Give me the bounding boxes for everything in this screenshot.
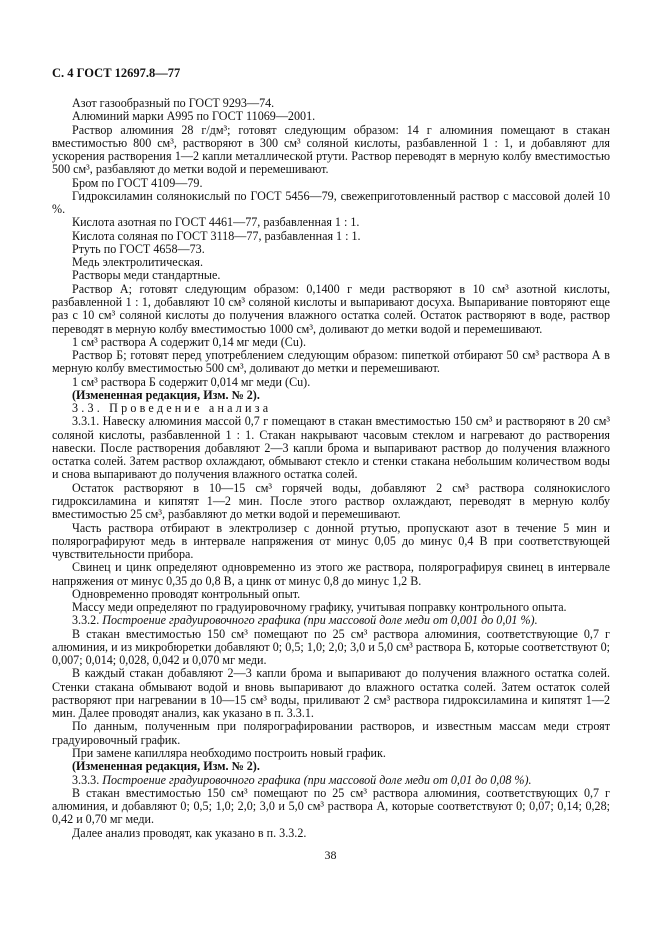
paragraph: В стакан вместимостью 150 см³ помещают по 25 см³ раствора алюминия, соответствующих 0,7 г алюминия, и добавляют 0; 0,5; 1,0; 2,0; 3,0 и 5,0 см³ раствора А, которые соответствуют 0; 0,07; 0,14; 0,28; 0,42 и 0,70 мг меди. (52, 785, 610, 827)
paragraph: При замене капилляра необходимо построить новый график. (72, 746, 386, 761)
section-heading: 3.3. Проведение анализа (72, 401, 272, 416)
paragraph: Кислота азотная по ГОСТ 4461—77, разбавленная 1 : 1. (72, 215, 360, 230)
amendment-note: (Измененная редакция, Изм. № 2). (72, 387, 260, 402)
paragraph: В стакан вместимостью 150 см³ помещают по 25 см³ раствора алюминия, соответствующие 0,7 г алюминия, и из микробюретки добавляют 0; 0,5; 1,0; 2,0; 3,0 и 5,0 см³ раствора Б, которые соответствуют 0; 0,007; 0,014; 0,028, 0,042 и 0,070 мг меди. (52, 626, 610, 668)
document-body (52, 97, 610, 840)
amendment-note: (Измененная редакция, Изм. № 2). (72, 759, 260, 774)
paragraph: Ртуть по ГОСТ 4658—73. (72, 241, 205, 256)
subsection-heading (52, 774, 610, 787)
paragraph: 1 см³ раствора Б содержит 0,014 мг меди (Cu). (72, 374, 311, 389)
paragraph: Одновременно проводят контрольный опыт. (72, 586, 301, 601)
subsection-title: Построение градуировочного графика (при массовой доле меди от 0,01 до 0,08 %). (102, 772, 532, 787)
paragraph: Гидроксиламин солянокислый по ГОСТ 5456—79, свежеприготовленный раствор с массовой долей 10 %. (52, 188, 610, 217)
paragraph: Растворы меди стандартные. (72, 268, 221, 283)
paragraph: Бром по ГОСТ 4109—79. (72, 175, 203, 190)
page-header: С. 4 ГОСТ 12697.8—77 (52, 66, 181, 80)
paragraph: Раствор А; готовят следующим образом: 0,1400 г меди растворяют в 10 см³ азотной кислоты, разбавленной 1 : 1, добавляют 10 см³ соляной кислоты и выпаривают досуха. Выпаривание повторяют еще раз с 10 см³ соляной кислоты до получения влажного остатка солей. Остаток растворяют в воде, раствор переводят в мерную колбу вместимостью 1000 см³, доливают до метки водой и перемешивают. (52, 281, 610, 336)
subsection-number: 3.3.2. (72, 613, 100, 628)
paragraph: Алюминий марки А995 по ГОСТ 11069—2001. (72, 109, 316, 124)
paragraph: Раствор Б; готовят перед употреблением следующим образом: пипеткой отбирают 50 см³ раствора А в мерную колбу вместимостью 500 см³, доливают до метки и перемешивают. (52, 348, 610, 376)
paragraph: 3.3.1. Навеску алюминия массой 0,7 г помещают в стакан вместимостью 150 см³ и растворяют в 20 см³ соляной кислоты, разбавленной 1 : 1. Стакан накрывают часовым стеклом и нагревают до растворения навески. После растворения добавляют 2—3 капли брома и выпаривают раствор до получения влажного остатка солей. Затем раствор охлаждают, обмывают стекло и стенки стакана небольшим количеством воды и снова выпаривают до получения влажного остатка солей. (52, 414, 610, 482)
paragraph: Массу меди определяют по градуировочному графику, учитывая поправку контрольного опыта. (72, 600, 567, 615)
paragraph: Кислота соляная по ГОСТ 3118—77, разбавленная 1 : 1. (72, 228, 361, 243)
paragraph: Медь электролитическая. (72, 255, 203, 270)
page-number: 38 (324, 848, 337, 862)
paragraph: Раствор алюминия 28 г/дм³; готовят следующим образом: 14 г алюминия помещают в стакан вместимостью 800 см³, растворяют в 300 см³ соляной кислоты, разбавленной 1 : 1, и добавляют для ускорения растворения 1—2 капли металлической ртути. Раствор переводят в мерную колбу вместимостью 500 см³, разбавляют до метки водой и перемешивают. (52, 122, 610, 177)
paragraph: По данным, полученным при полярографировании растворов, и известным массам меди строят градуировочный график. (52, 719, 610, 747)
paragraph: Часть раствора отбирают в электролизер с донной ртутью, пропускают азот в течение 5 мин и полярографируют медь в интервале напряжения от минус 0,05 до минус 0,4 В при соответствующей чувствительности прибора. (52, 520, 610, 562)
subsection-heading (52, 614, 610, 627)
subsection-number: 3.3.3. (72, 772, 100, 787)
paragraph: Далее анализ проводят, как указано в п. 3.3.2. (72, 825, 307, 840)
paragraph: Свинец и цинк определяют одновременно из этого же раствора, полярографируя свинец в интервале напряжения от минус 0,35 до 0,8 В, а цинк от минус 0,8 до минус 1,2 В. (52, 560, 610, 588)
subsection-title: Построение градуировочного графика (при массовой доле меди от 0,001 до 0,01 %). (102, 613, 538, 628)
paragraph: Остаток растворяют в 10—15 см³ горячей воды, добавляют 2 см³ раствора солянокислого гидроксиламина и кипятят 1—2 мин. После этого раствор охлаждают, переводят в мерную колбу вместимостью 25 см³, разбавляют до метки водой и перемешивают. (52, 480, 610, 522)
paragraph: Азот газообразный по ГОСТ 9293—74. (72, 96, 275, 110)
paragraph: В каждый стакан добавляют 2—3 капли брома и выпаривают до получения влажного остатка солей. Стенки стакана обмывают водой и вновь выпаривают до влажного остатка солей. Затем остаток солей растворяют при нагревании в 10—15 см³ воды, приливают 2 см³ раствора гидроксиламина и кипятят 1—2 мин. Далее проводят анализ, как указано в п. 3.3.1. (52, 666, 610, 721)
paragraph: 1 см³ раствора А содержит 0,14 мг меди (Cu). (72, 334, 306, 349)
